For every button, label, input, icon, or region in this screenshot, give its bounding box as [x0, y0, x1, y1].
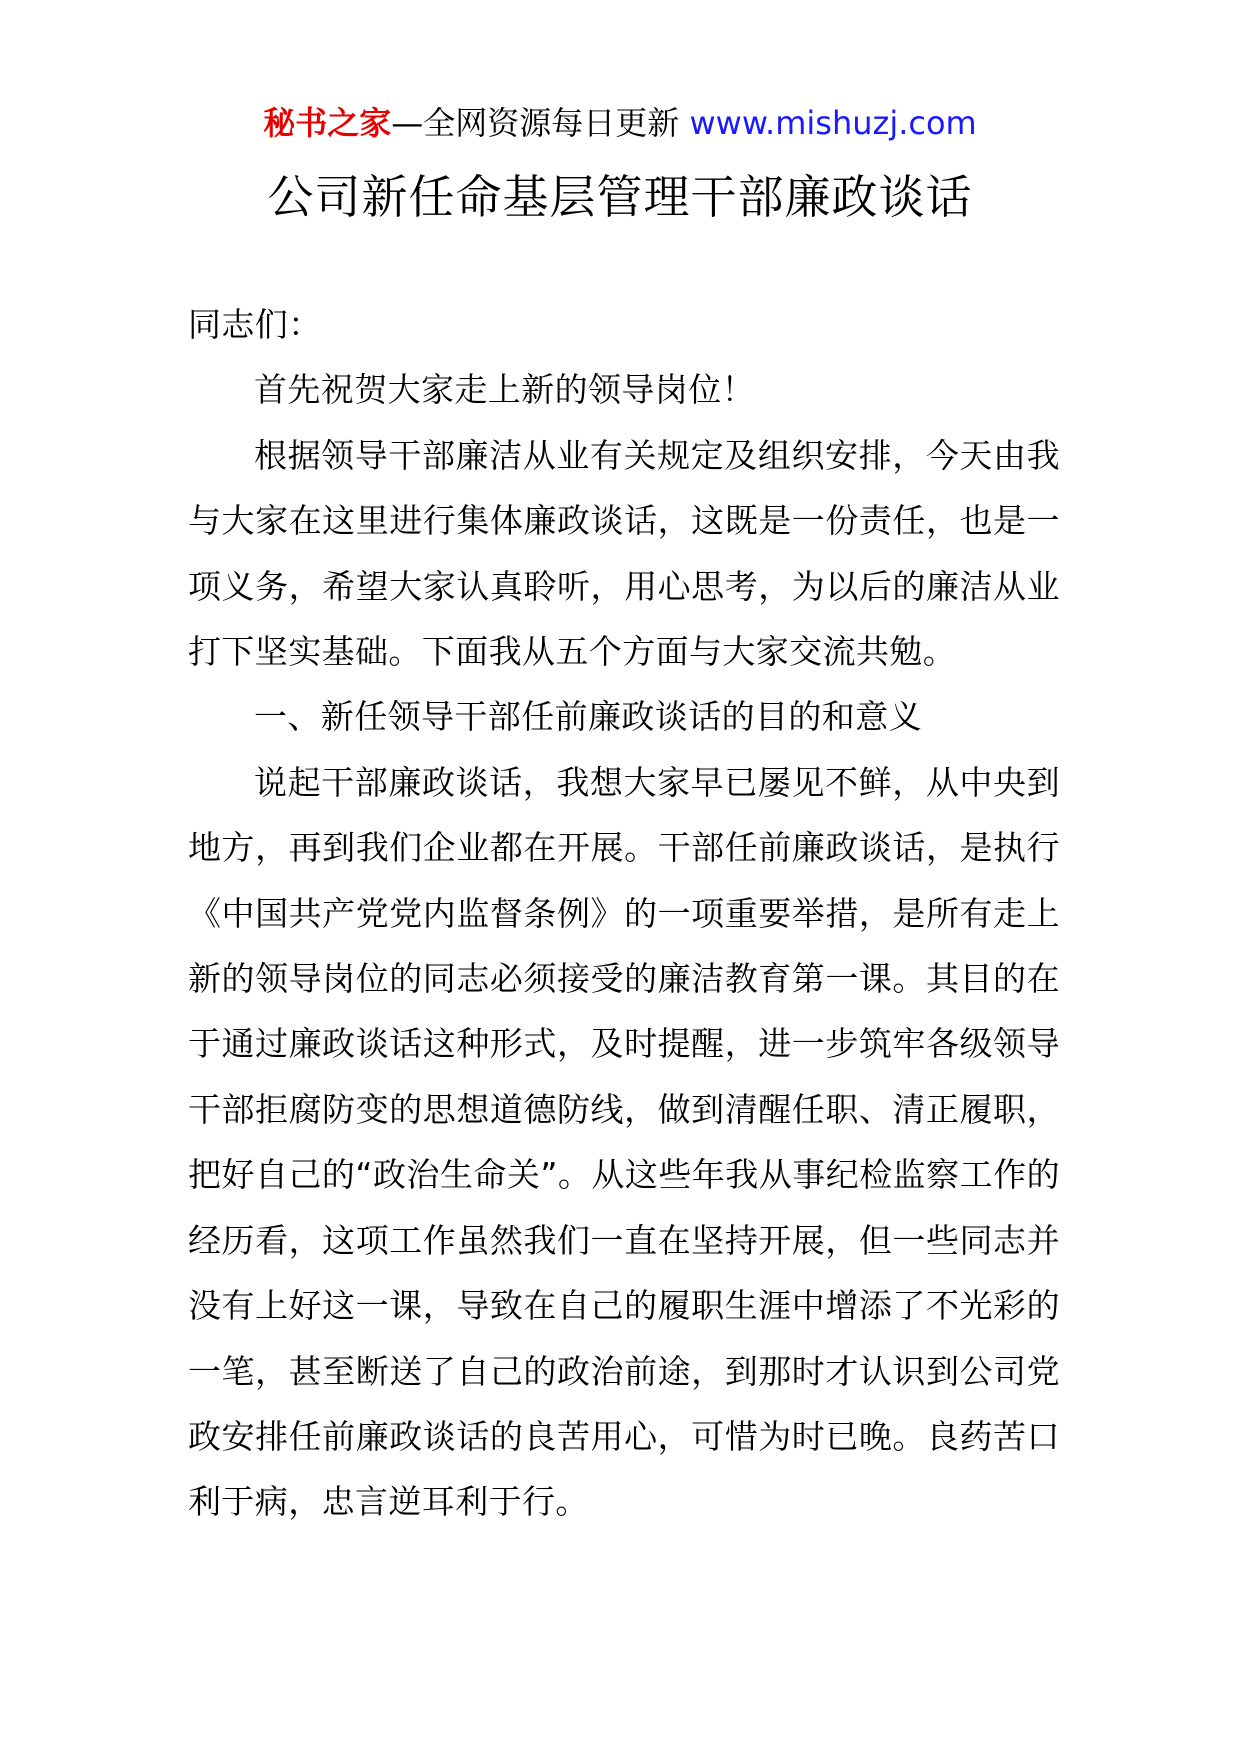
intro-paragraph: 根据领导干部廉洁从业有关规定及组织安排，今天由我与大家在这里进行集体廉政谈话，这既是一份责任，也是一项义务，希望大家认真聆听，用心思考，为以后的廉洁从业打下坚实基础。下面我从五个方面与大家交流共勉。 — [188, 435, 1060, 672]
salutation: 同志们： — [188, 305, 322, 344]
brand-name: 秘书之家 — [263, 104, 392, 142]
document-body — [188, 292, 1060, 1535]
site-url-link[interactable]: www.mishuzj.com — [689, 104, 977, 142]
congratulation-paragraph: 首先祝贺大家走上新的领导岗位！ — [254, 370, 755, 410]
body-paragraph: 说起干部廉政谈话，我想大家早已屡见不鲜，从中央到地方，再到我们企业都在开展。干部任前廉政谈话，是执行《中国共产党党内监督条例》的一项重要举措，是所有走上新的领导岗位的同志必须接受的廉洁教育第一课。其目的在于通过廉政谈话这种形式，及时提醒，进一步筑牢各级领导干部拒腐防变的思想道德防线，做到清醒任职、清正履职，把好自己的“政治生命关”。从这些年我从事纪检监察工作的经历看，这项工作虽然我们一直在坚持开展，但一些同志并没有上好这一课，导致在自己的履职生涯中增添了不光彩的一笔，甚至断送了自己的政治前途，到那时才认识到公司党政安排任前廉政谈话的良苦用心，可惜为时已晚。良药苦口利于病，忠言逆耳利于行。 — [188, 762, 1060, 1522]
site-header — [0, 100, 1240, 146]
document-title: 公司新任命基层管理干部廉政谈话 — [267, 170, 973, 224]
header-tagline: —全网资源每日更新 — [391, 104, 690, 142]
section-heading: 一、新任领导干部任前廉政谈话的目的和意义 — [254, 697, 922, 737]
